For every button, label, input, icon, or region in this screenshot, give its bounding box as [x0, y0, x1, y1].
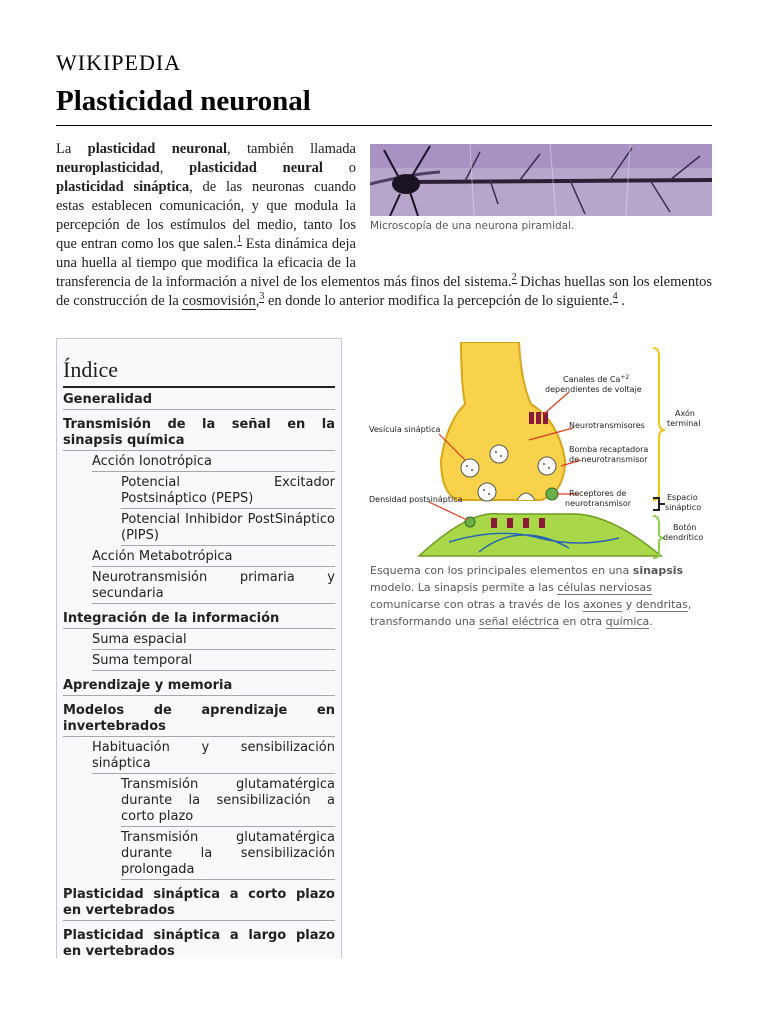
- toc-list: [63, 392, 335, 958]
- label-neurotransmisores: Neurotransmisores: [569, 421, 645, 430]
- toc-subsubitem[interactable]: Transmisión glutamatérgica durante la sensibilización prolongada: [121, 830, 335, 880]
- celulas-nerviosas-link[interactable]: células nerviosas: [557, 581, 652, 594]
- label-receptores-2: neurotransmisor: [565, 499, 632, 508]
- title-divider: [56, 125, 712, 126]
- caption-text: comunicarse con otras a través de los: [370, 598, 584, 611]
- intro-text: Esta dinámica deja una huella al tiempo que modifica la eficacia de la transferencia de la información a nivel de los elementos más finos del sistema.: [56, 236, 512, 290]
- label-axon-2: terminal: [667, 419, 701, 428]
- intro-text: La: [56, 141, 88, 157]
- synapse-figure-caption: [370, 562, 706, 630]
- intro-text: .: [617, 293, 625, 309]
- toc-subitem[interactable]: Suma espacial: [92, 632, 335, 650]
- toc-item[interactable]: Generalidad: [63, 392, 335, 410]
- label-receptores-1: Receptores de: [569, 489, 627, 498]
- caption-text: en otra: [559, 615, 606, 628]
- caption-text: , transformando una: [370, 598, 692, 628]
- label-canales-2: dependientes de voltaje: [545, 385, 642, 394]
- toc-subitem[interactable]: Neurotransmisión primaria y secundaria: [92, 570, 335, 604]
- wordmark-final: A: [164, 50, 182, 75]
- toc-subsubitem[interactable]: Potencial Inhibidor PostSináptico (PIPS): [121, 512, 335, 546]
- reference-link[interactable]: 3: [259, 291, 265, 303]
- label-espacio-2: sináptico: [665, 503, 702, 512]
- wikipedia-wordmark[interactable]: [56, 50, 181, 76]
- intro-bold: plasticidad sináptica: [56, 179, 190, 195]
- toc-subitem[interactable]: Suma temporal: [92, 653, 335, 671]
- label-boton-2: dendrítico: [663, 533, 704, 542]
- caption-text: Esquema con los principales elementos en una: [370, 564, 633, 577]
- caption-text: .: [649, 615, 653, 628]
- intro-text: Dichas huellas son los elementos de construcción de la: [56, 274, 713, 309]
- table-of-contents: [56, 338, 342, 958]
- intro-text: , de las neuronas cuando estas establecen comunicación, y que modula la percepción de los estímulos del medio, tanto los que entran como los que salen.: [56, 179, 357, 252]
- toc-item[interactable]: Transmisión de la señal en la sinapsis química: [63, 417, 335, 451]
- toc-item[interactable]: Integración de la información: [63, 611, 335, 629]
- intro-text: en donde lo anterior modifica la percepción de lo siguiente.: [264, 293, 613, 309]
- toc-item[interactable]: Aprendizaje y memoria: [63, 678, 335, 696]
- toc-subsubitem[interactable]: Transmisión glutamatérgica durante la sensibilización a corto plazo: [121, 777, 335, 827]
- toc-subitem[interactable]: Acción Ionotrópica: [92, 454, 335, 472]
- reference-link[interactable]: 1: [236, 234, 242, 246]
- reference-link[interactable]: 4: [612, 291, 618, 303]
- neuron-figure: [370, 144, 712, 256]
- reference-link[interactable]: 2: [511, 272, 517, 284]
- senal-electrica-link[interactable]: señal eléctrica: [479, 615, 560, 628]
- intro-bold: plasticidad neuronal: [87, 141, 228, 157]
- toc-item[interactable]: Plasticidad sináptica a largo plazo en vertebrados: [63, 928, 335, 958]
- toc-subsubitem[interactable]: Potencial Excitador Postsináptico (PEPS): [121, 475, 335, 509]
- dendritas-link[interactable]: dendritas: [635, 598, 688, 611]
- label-vesicula: Vesícula sináptica: [369, 425, 441, 434]
- neuron-figure-caption: Microscopía de una neurona piramidal.: [370, 220, 575, 232]
- label-espacio-1: Espacio: [667, 493, 698, 502]
- toc-title: Índice: [63, 357, 335, 388]
- label-bomba-2: de neurotransmisor: [569, 455, 648, 464]
- toc-subitem[interactable]: Acción Metabotrópica: [92, 549, 335, 567]
- intro-bold: neuroplasticidad: [56, 160, 160, 176]
- quimica-link[interactable]: química: [605, 615, 650, 628]
- intro-text: o: [322, 160, 357, 176]
- label-canales: Canales de $Ca^{+2}$: [563, 374, 630, 384]
- caption-text: modelo. La sinapsis permite a las: [370, 581, 558, 594]
- page-title: Plasticidad neuronal: [56, 85, 311, 117]
- intro-text: ,: [255, 293, 260, 309]
- wordmark-middle: IKIPEDI: [77, 50, 165, 75]
- neuron-image: [370, 144, 712, 216]
- axones-link[interactable]: axones: [583, 598, 623, 611]
- intro-bold: plasticidad neural: [189, 160, 323, 176]
- caption-text: y: [622, 598, 636, 611]
- wordmark-initial: W: [56, 50, 78, 75]
- label-densidad: Densidad postsináptica: [369, 495, 463, 504]
- intro-text: , también llamada: [227, 141, 356, 157]
- caption-bold: sinapsis: [632, 564, 684, 577]
- label-boton-1: Botón: [673, 523, 697, 532]
- intro-text: ,: [159, 160, 190, 176]
- label-axon-1: Axón: [675, 409, 695, 418]
- neuron-microscopy-image[interactable]: [370, 144, 712, 216]
- intro-paragraph: [56, 140, 712, 311]
- label-bomba-1: Bomba recaptadora: [569, 445, 649, 454]
- toc-subitem[interactable]: Habituación y sensibilización sináptica: [92, 740, 335, 774]
- cosmovision-link[interactable]: cosmovisión: [182, 293, 256, 309]
- toc-item[interactable]: Modelos de aprendizaje en invertebrados: [63, 703, 335, 737]
- toc-item[interactable]: Plasticidad sináptica a corto plazo en vertebrados: [63, 887, 335, 921]
- synapse-diagram[interactable]: [369, 342, 711, 560]
